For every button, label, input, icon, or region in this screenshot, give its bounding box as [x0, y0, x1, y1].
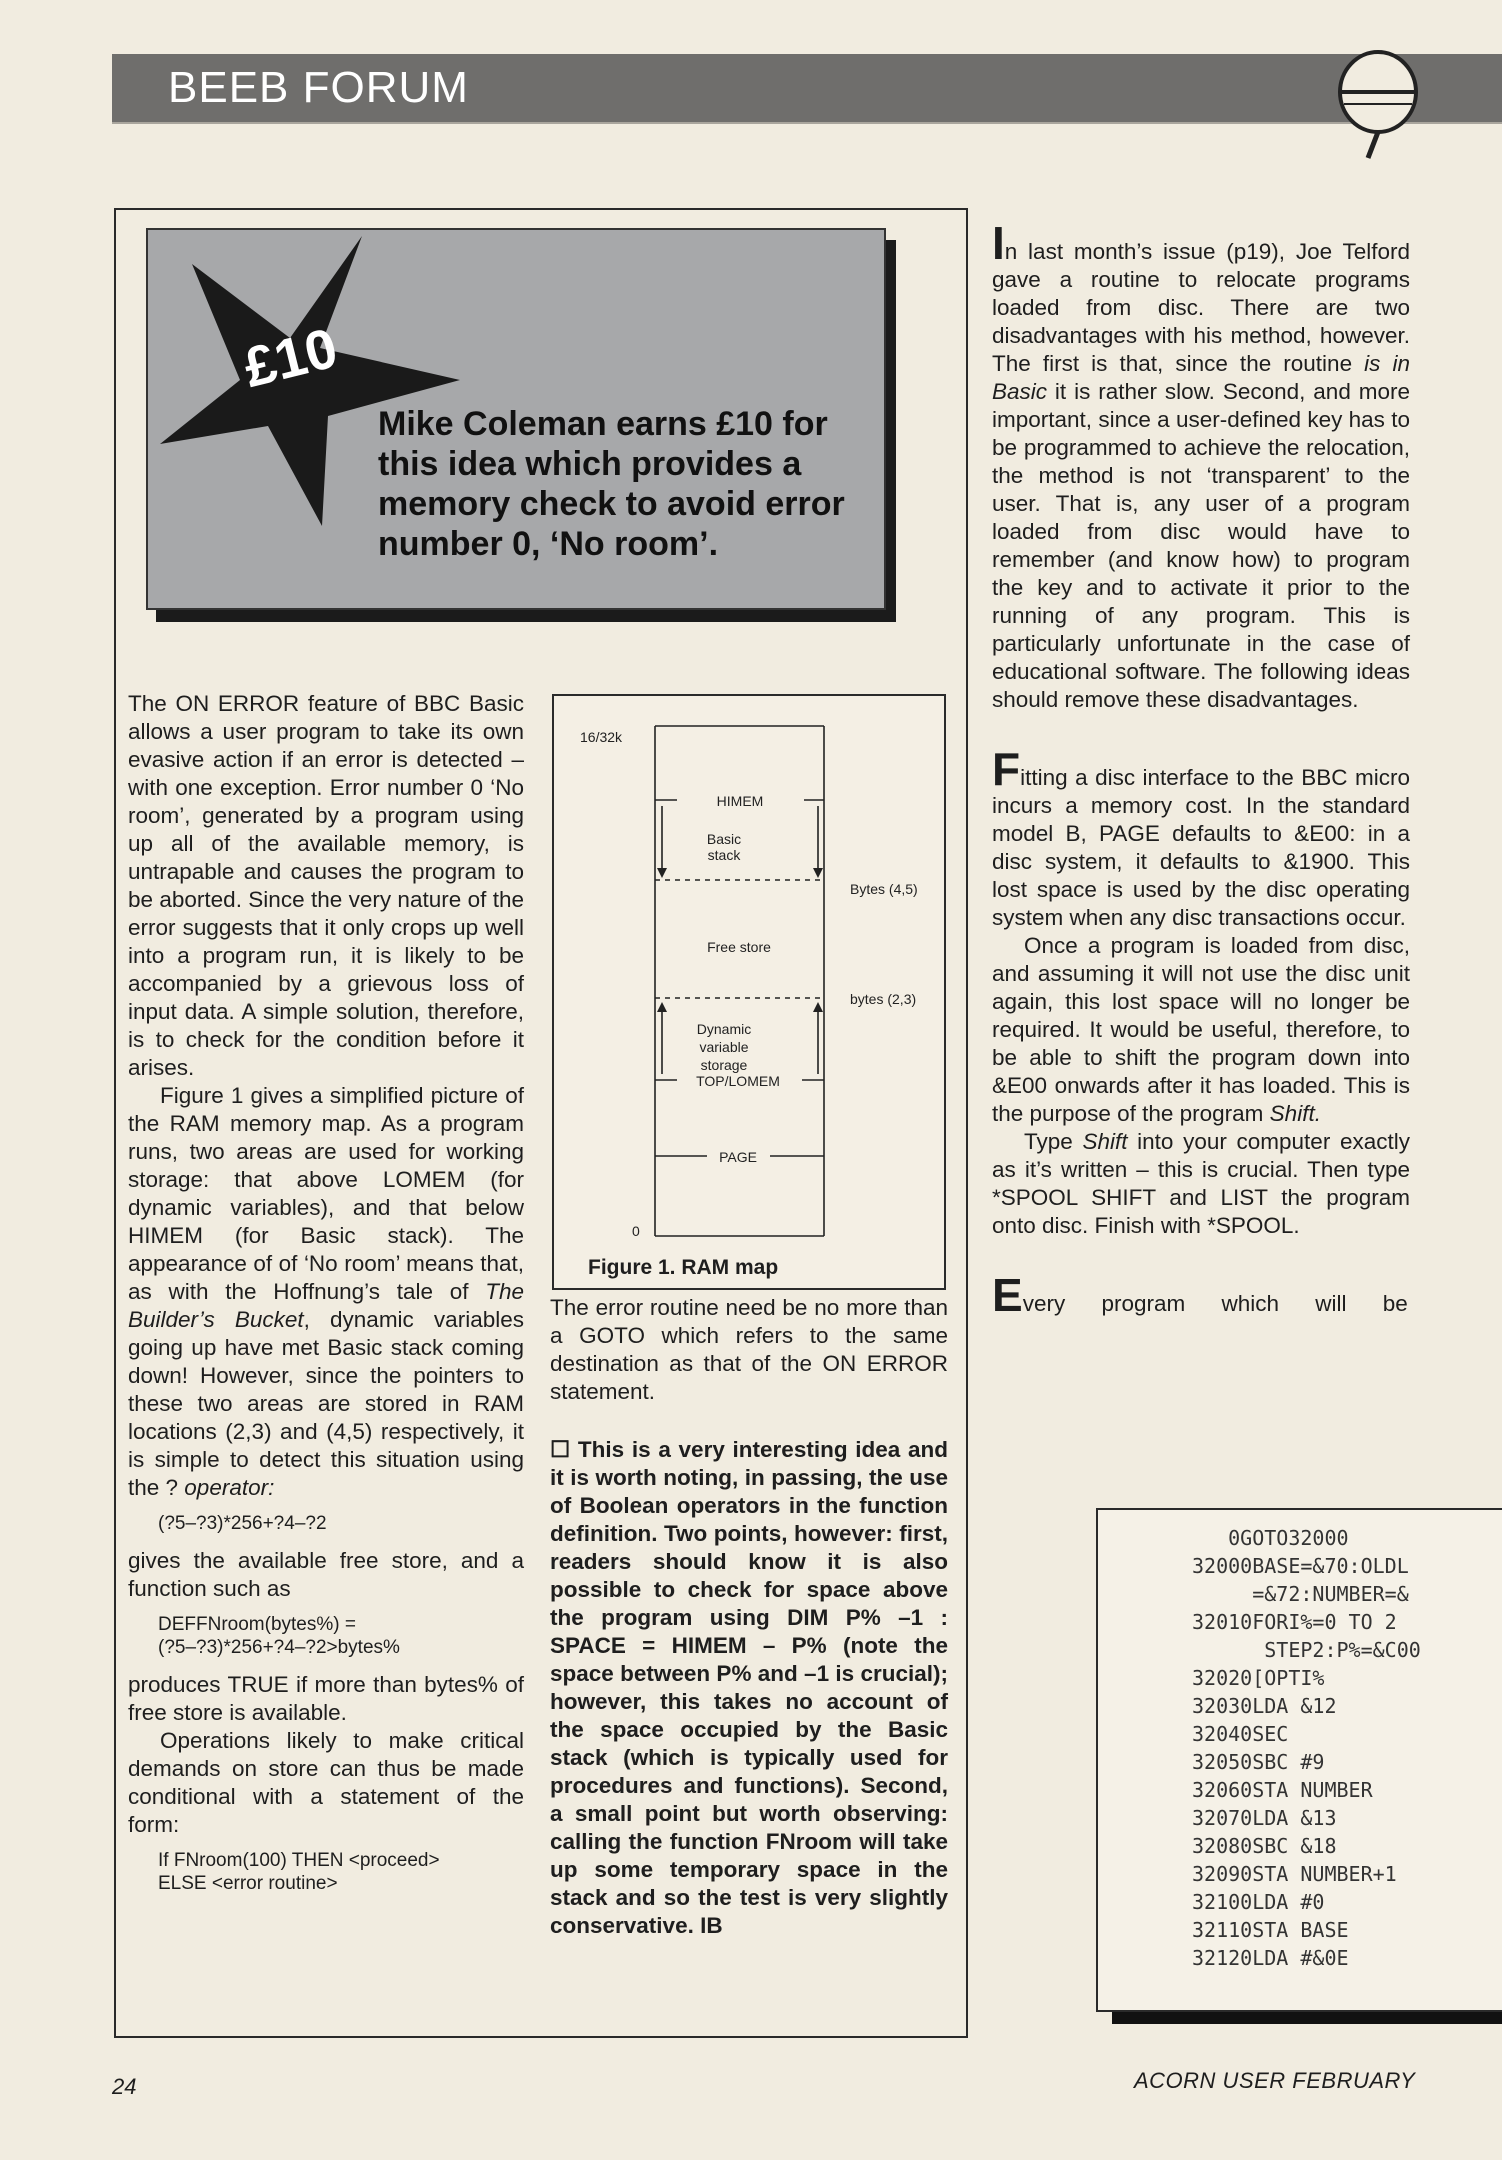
- paragraph: Type Shift into your computer exactly as it’s written – this is crucial. Then type *SPOOL SHIFT and LIST the program onto disc. Finish with *SPOOL.: [992, 1129, 1411, 1238]
- basic-stack-label: stack: [707, 847, 741, 863]
- code-function: DEFFNroom(bytes%) = (?5–?3)*256+?4–?2>bytes%: [158, 1614, 400, 1658]
- paragraph: Once a program is loaded from disc, and assuming it will not use the disc unit again, this lost space will no longer be required. It would be useful, therefore, to be able to shift the program down into &E00 onwards after it has loaded. This is the purpose of the program Shift.: [992, 933, 1410, 1126]
- paragraph: gives the available free store, and a function such as: [128, 1548, 524, 1601]
- variable-label: variable: [699, 1039, 749, 1055]
- magazine-footer: ACORN USER FEBRUARY: [1134, 2068, 1416, 2093]
- bytes45-label: Bytes (4,5): [850, 881, 918, 897]
- dynamic-label: Dynamic: [696, 1021, 752, 1037]
- article-column-1: [128, 690, 524, 1907]
- bytes23-label: bytes (2,3): [850, 991, 917, 1007]
- program-listing: 0GOTO32000 32000BASE=&70:OLDL =&72:NUMBER=& 32010FORI%=0 TO 2 STEP2:P%=&C00 32020[OPTI% 32030LDA &12 32040SEC 32050SBC #9 32060STA NUMBER 32070LDA &13 32080SBC &18 32090STA NUMBER+1 32100LDA #0 32110STA BASE 32120LDA #&0E: [1192, 1526, 1421, 1970]
- paragraph: Every program which will be: [992, 1269, 1408, 1321]
- article-column-3: [992, 217, 1411, 1321]
- storage-label: storage: [700, 1057, 748, 1073]
- paragraph: The ON ERROR feature of BBC Basic allows a user program to take its own evasive action if an error is detected – with one exception. Error number 0 ‘No room’, generated by a program using up all of the available memory, is untrapable and causes the program to be aborted. Since the very nature of the error suggests that it only crops up well into a program run, it is likely to be accompanied by a grievous loss of input data. A simple solution, therefore, is to check for the condition before it arises.: [128, 691, 524, 1080]
- prize-amount: £10: [237, 315, 344, 400]
- basic-stack-label: Basic: [706, 831, 742, 847]
- paragraph: The error routine need be no more than a GOTO which refers to the same destination as that of the ON ERROR statement.: [550, 1295, 948, 1404]
- paragraph: Fitting a disc interface to the BBC micro incurs a memory cost. In the standard model B, PAGE defaults to &E00: in a disc system, it defaults to &1900. This lost space is used by the disc operating system when any disc transactions occur.: [992, 743, 1410, 930]
- paragraph: Figure 1 gives a simplified picture of the RAM memory map. As a program runs, two areas are used for working storage: that above LOMEM (for dynamic variables), and that below HIMEM (for Basic stack). The appearance of of ‘No room’ means that, as with the Hoffnung’s tale of The Builder’s Bucket, dynamic variables going up have met Basic stack coming down! However, since the pointers to these two areas are stored in RAM locations (2,3) and (4,5) respectively, it is simple to detect this situation using the ? operator:: [128, 1083, 524, 1500]
- section-title: BEEB FORUM: [168, 63, 469, 112]
- code-expression: (?5–?3)*256+?4–?2: [158, 1513, 327, 1534]
- figure-caption: Figure 1. RAM map: [588, 1256, 779, 1279]
- page-label: PAGE: [719, 1149, 757, 1165]
- paragraph: In last month’s issue (p19), Joe Telford gave a routine to relocate programs loaded from disc. There are two disadvantages with his method, however. The first is that, since the routine is in Basic it is rather slow. Second, and more important, since a user-defined key has to be programmed to achieve the relocation, the method is not ‘transparent’ to the user. That is, any user of a program loaded from disc would have to remember (and know how) to program the key and to activate it prior to the running of any program. This is particularly unfortunate in the case of educational software. The following ideas should remove these disadvantages.: [992, 217, 1411, 712]
- free-store-label: Free store: [707, 939, 771, 955]
- ram-top-label: 16/32k: [580, 729, 623, 745]
- page-number: 24: [112, 2074, 137, 2099]
- editor-comment: ☐ This is a very interesting idea and it is worth noting, in passing, the use of Boolean operators in the function definition. Two points, however: first, readers should know it is also possible to check for space above the program using DIM P% –1 : SPACE = HIMEM – P% (note the space between P% and –1 is crucial); however, this takes no account of the space occupied by the Basic stack (which is typically used for procedures and functions). Second, a small point but worth observing: calling the function FNroom will take up some temporary space in the stack and so the test is very slightly conservative. IB: [550, 1437, 948, 1938]
- ram-map-diagram: [552, 694, 946, 1254]
- banner-headline: Mike Coleman earns £10 for this idea which provides a memory check to avoid error number 0, ‘No room’.: [378, 405, 845, 563]
- header-rule: [112, 122, 1502, 124]
- code-statement: If FNroom(100) THEN <proceed> ELSE <error routine>: [158, 1850, 440, 1894]
- forum-logo-icon: [1328, 42, 1428, 162]
- article-column-2: [550, 1294, 948, 1406]
- top-lomem-label: TOP/LOMEM: [696, 1073, 780, 1089]
- paragraph: Operations likely to make critical demands on store can thus be made conditional with a statement of the form:: [128, 1728, 524, 1837]
- listing-shadow: [1112, 2010, 1502, 2024]
- paragraph: produces TRUE if more than bytes% of free store is available.: [128, 1672, 524, 1725]
- ram-zero-label: 0: [632, 1223, 640, 1239]
- himem-label: HIMEM: [716, 793, 764, 809]
